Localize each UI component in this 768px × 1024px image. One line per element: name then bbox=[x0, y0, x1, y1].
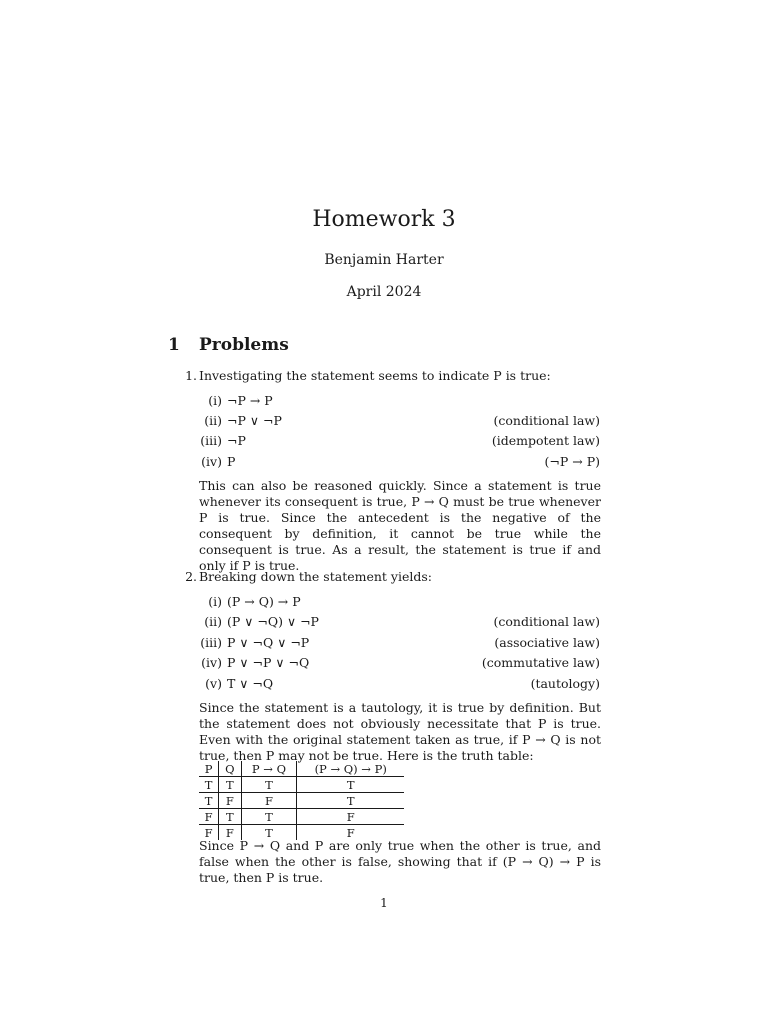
problem-2-step-1-expr: (P → Q) → P bbox=[227, 594, 301, 609]
problem-2-step-3-label: (iii) bbox=[200, 635, 222, 650]
problem-2-step-1-label: (i) bbox=[208, 594, 222, 609]
problem-1-number: 1. bbox=[185, 368, 197, 383]
problem-1-step-3-label: (iii) bbox=[200, 433, 222, 448]
problem-2-step-3-reason: (associative law) bbox=[494, 635, 600, 650]
problem-1-step-1-label: (i) bbox=[208, 393, 222, 408]
problem-1-step-2-expr: ¬P ∨ ¬P bbox=[227, 413, 282, 428]
truth-table-cell: F bbox=[199, 809, 219, 825]
problem-2-step-5-reason: (tautology) bbox=[530, 676, 600, 691]
problem-1-intro: Investigating the statement seems to indicate P is true: bbox=[199, 368, 551, 383]
document-title: Homework 3 bbox=[312, 207, 456, 232]
problem-2-closing: Since P → Q and P are only true when the other is true, and false when the other is false, showing that if (P → Q) → P is true, then P is true. bbox=[199, 838, 601, 885]
truth-table-row bbox=[199, 793, 404, 809]
truth-table-cell: F bbox=[241, 793, 297, 809]
page-number: 1 bbox=[380, 896, 388, 910]
truth-table-cell: T bbox=[199, 777, 219, 793]
truth-table-cell: T bbox=[241, 825, 297, 841]
truth-table-header-cell: P bbox=[204, 761, 213, 776]
document-date: April 2024 bbox=[346, 284, 422, 300]
truth-table-cell: F bbox=[199, 825, 219, 841]
truth-table-cell: T bbox=[199, 793, 219, 809]
problem-2-paragraph: Since the statement is a tautology, it is true by definition. But the statement does not obviously necessitate that P is true. Even with the original statement taken as true, if P → Q is not true, then P may not be true. Here is the truth table: bbox=[199, 700, 601, 763]
problem-1-step-1-expr: ¬P → P bbox=[227, 393, 273, 408]
truth-table-cell: T bbox=[219, 777, 241, 793]
problem-2-step-2-reason: (conditional law) bbox=[493, 614, 600, 629]
problem-2-step-4-expr: P ∨ ¬P ∨ ¬Q bbox=[227, 655, 310, 670]
problem-1-step-4-reason: (¬P → P) bbox=[544, 454, 600, 469]
truth-table-cell: T bbox=[241, 809, 297, 825]
truth-table-cell: F bbox=[297, 809, 404, 825]
problem-1-step-2-reason: (conditional law) bbox=[493, 413, 600, 428]
truth-table bbox=[199, 761, 404, 840]
problem-1-step-4-label: (iv) bbox=[201, 454, 222, 469]
problem-2-intro: Breaking down the statement yields: bbox=[199, 569, 432, 584]
truth-table-cell: T bbox=[297, 777, 404, 793]
problem-1-step-3-expr: ¬P bbox=[227, 433, 246, 448]
truth-table-header-cell: (P → Q) → P) bbox=[297, 761, 404, 777]
problem-1-step-2-label: (ii) bbox=[204, 413, 222, 428]
problem-2-step-5-label: (v) bbox=[205, 676, 222, 691]
problem-2-step-3-expr: P ∨ ¬Q ∨ ¬P bbox=[227, 635, 310, 650]
problem-2-step-2-label: (ii) bbox=[204, 614, 222, 629]
problem-1-step-4-expr: P bbox=[227, 454, 236, 469]
truth-table-header bbox=[199, 761, 404, 777]
problem-1-paragraph: This can also be reasoned quickly. Since a statement is true whenever its consequent is true, P → Q must be true whenever P is true. Since the antecedent is the negative of the consequent by definition, it cannot be true while the consequent is true. As a result, the statement is true if and only if P is true. bbox=[199, 478, 601, 573]
truth-table-row bbox=[199, 809, 404, 825]
author-name: Benjamin Harter bbox=[324, 252, 444, 268]
truth-table-cell: T bbox=[297, 793, 404, 809]
section-number: 1 bbox=[168, 335, 180, 355]
truth-table-header-cell: Q bbox=[219, 761, 241, 777]
truth-table-cell: F bbox=[219, 825, 241, 841]
problem-1-step-3-reason: (idempotent law) bbox=[491, 433, 600, 448]
truth-table-cell: F bbox=[297, 825, 404, 841]
problem-2-step-2-expr: (P ∨ ¬Q) ∨ ¬P bbox=[227, 614, 319, 629]
problem-2-number: 2. bbox=[185, 569, 197, 584]
truth-table-cell: F bbox=[219, 793, 241, 809]
truth-table-cell: T bbox=[219, 809, 241, 825]
truth-table-row bbox=[199, 777, 404, 793]
section-title: Problems bbox=[199, 335, 289, 355]
problem-2-step-4-label: (iv) bbox=[201, 655, 222, 670]
truth-table-header-cell: P → Q bbox=[241, 761, 297, 777]
problem-2-step-4-reason: (commutative law) bbox=[481, 655, 600, 670]
problem-2-step-5-expr: T ∨ ¬Q bbox=[227, 676, 274, 691]
truth-table-cell: T bbox=[241, 777, 297, 793]
